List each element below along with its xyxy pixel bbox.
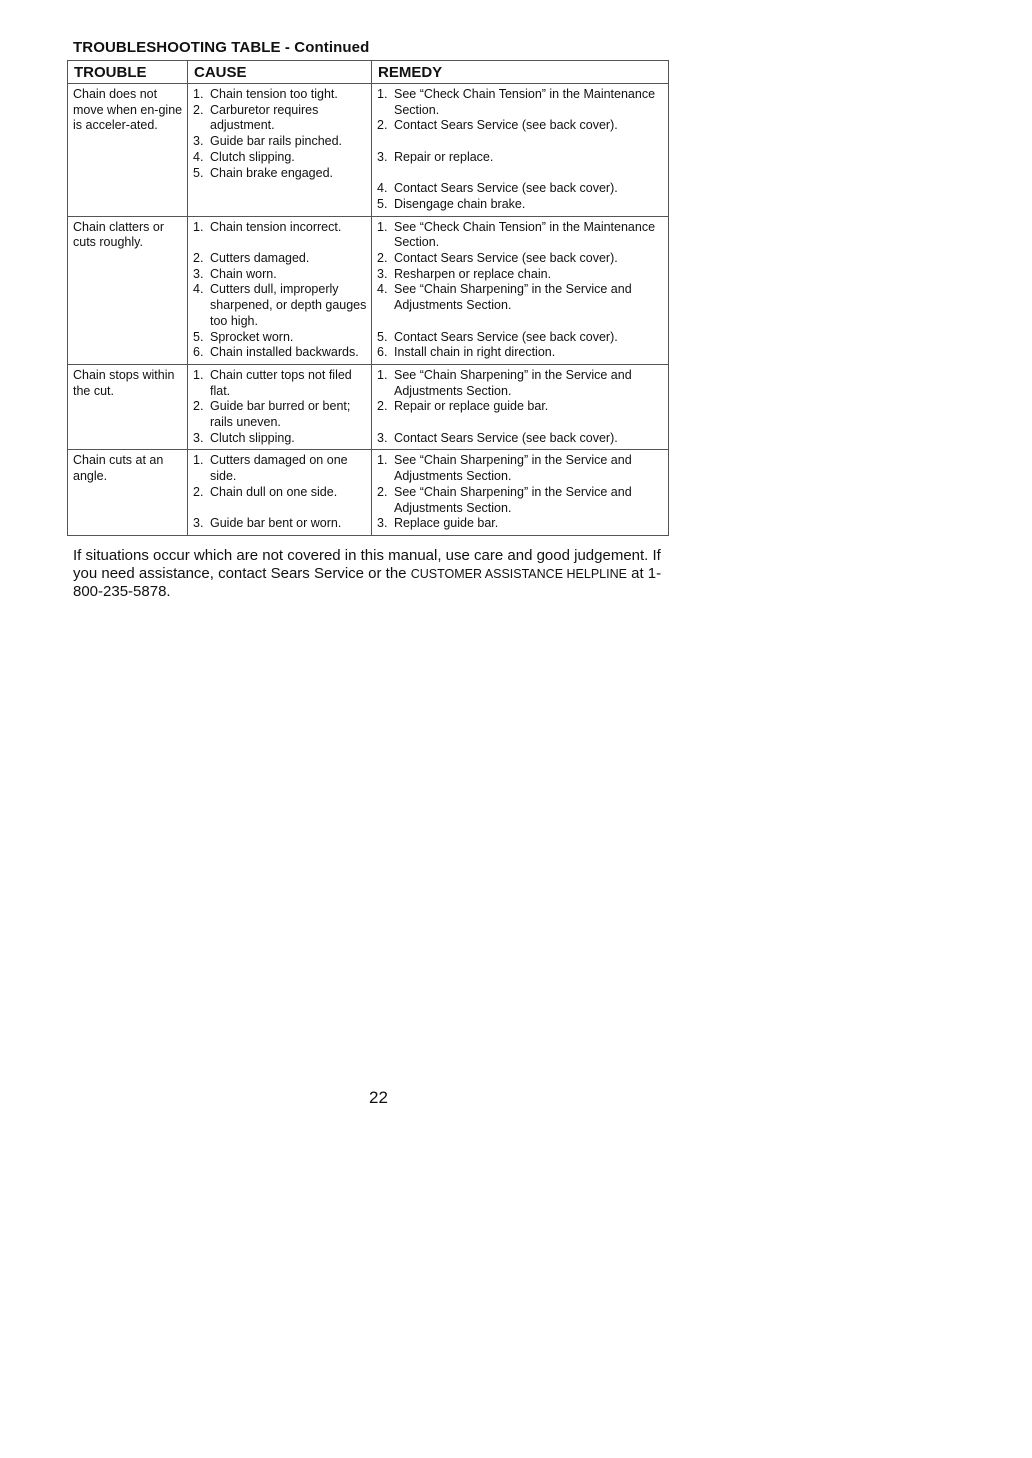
remedy-cell [372, 84, 669, 217]
cause-item: 6. Chain installed backwards. [193, 345, 359, 360]
remedy-item: 2. Repair or replace guide bar. [377, 399, 549, 414]
cause-item: 3. Guide bar bent or worn. [193, 516, 342, 531]
cause-item: 3. Guide bar rails pinched. [193, 134, 343, 149]
remedy-item: 2. Contact Sears Service (see back cover). [377, 118, 618, 133]
header-trouble: TROUBLE [68, 61, 188, 84]
troubleshooting-table [67, 60, 669, 536]
remedy-cell [372, 450, 669, 536]
cause-cell [188, 84, 372, 217]
cause-item: 1. Chain tension too tight. [193, 87, 338, 101]
remedy-item: 1. See “Chain Sharpening” in the Service and Adjustments Section. [377, 367, 632, 398]
helpline-label: CUSTOMER ASSISTANCE HELPLINE [410, 567, 627, 581]
page-heading: TROUBLESHOOTING TABLE - Continued [73, 39, 370, 56]
page-number: 22 [369, 1088, 388, 1107]
header-cause: CAUSE [188, 61, 372, 84]
table-row [68, 450, 669, 536]
footer-text: If situations occur which are not covered in this manual, use care and good judgement. If you need assistance, contact Sears Service or the [73, 547, 661, 582]
trouble-cell: Chain does not move when en-gine is acceler-ated. [68, 84, 188, 217]
remedy-item: 1. See “Check Chain Tension” in the Maintenance Section. [377, 219, 656, 250]
remedy-item: 1. See “Check Chain Tension” in the Maintenance Section. [377, 87, 656, 117]
cause-item: 4. Cutters dull, improperly sharpened, or depth gauges too high. [193, 282, 367, 328]
remedy-item: 2. Contact Sears Service (see back cover). [377, 251, 618, 265]
footer-phone-text: at 1-800-235-5878. [73, 565, 662, 600]
remedy-item: 3. Resharpen or replace chain. [377, 266, 552, 281]
cause-cell [188, 216, 372, 364]
cause-item: 1. Chain cutter tops not filed flat. [193, 367, 352, 398]
remedy-item: 5. Contact Sears Service (see back cover). [377, 329, 618, 344]
cause-item: 3. Clutch slipping. [193, 430, 295, 445]
cause-item: 1. Chain tension incorrect. [193, 219, 342, 234]
cause-item: 1. Cutters damaged on one side. [193, 453, 348, 484]
footer-note [73, 547, 673, 601]
table-row [68, 364, 669, 450]
remedy-item: 2. See “Chain Sharpening” in the Service and Adjustments Section. [377, 484, 632, 515]
cause-item: 2. Chain dull on one side. [193, 484, 338, 499]
remedy-item: 4. Contact Sears Service (see back cover). [377, 181, 618, 196]
cause-cell [188, 450, 372, 536]
cause-item: 5. Sprocket worn. [193, 329, 294, 344]
remedy-item: 1. See “Chain Sharpening” in the Service and Adjustments Section. [377, 453, 632, 484]
cause-item: 5. Chain brake engaged. [193, 165, 334, 180]
remedy-item: 3. Repair or replace. [377, 149, 494, 164]
table-row [68, 84, 669, 217]
trouble-cell: Chain stops within the cut. [68, 364, 188, 450]
trouble-cell: Chain cuts at an angle. [68, 450, 188, 536]
header-remedy: REMEDY [372, 61, 669, 84]
remedy-item: 5. Disengage chain brake. [377, 196, 526, 211]
remedy-item: 4. See “Chain Sharpening” in the Service and Adjustments Section. [377, 282, 632, 313]
cause-item: 2. Cutters damaged. [193, 250, 310, 265]
cause-item: 3. Chain worn. [193, 266, 277, 281]
table-header-row [68, 61, 669, 84]
table-row [68, 216, 669, 364]
remedy-item: 3. Replace guide bar. [377, 516, 499, 531]
remedy-cell [372, 364, 669, 450]
cause-item: 4. Clutch slipping. [193, 149, 295, 164]
cause-cell [188, 364, 372, 450]
trouble-cell: Chain clatters or cuts roughly. [68, 216, 188, 364]
cause-item: 2. Guide bar burred or bent; rails uneven. [193, 399, 351, 430]
remedy-item: 6. Install chain in right direction. [377, 345, 556, 360]
remedy-cell [372, 216, 669, 364]
cause-item: 2. Carburetor requires adjustment. [193, 102, 319, 133]
remedy-item: 3. Contact Sears Service (see back cover). [377, 430, 618, 445]
